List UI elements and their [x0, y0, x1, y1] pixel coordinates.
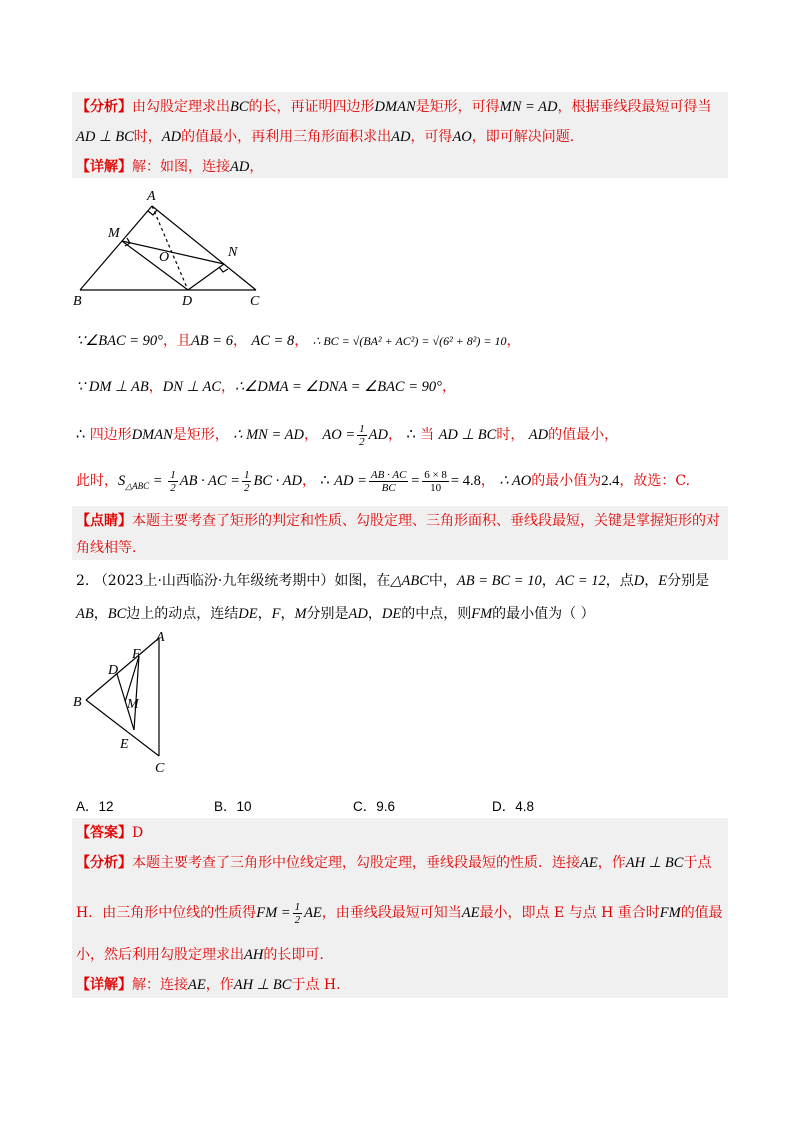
analysis2-line1: 【分析】本题主要考查了三角形中位线定理，勾股定理，垂线段最短的性质．连接AE，作AH ⊥ BC于点	[76, 855, 712, 871]
comment1-line2: 角线相等.	[76, 540, 137, 556]
answer2-line: 【答案】D	[76, 825, 144, 841]
label-b: B	[73, 294, 82, 306]
label-b: B	[73, 695, 82, 710]
fraction-half: $\frac{1}{2}$	[170, 468, 176, 494]
option-c[interactable]: C．9.6	[353, 799, 396, 814]
analysis1-line2: AD ⊥ BC时，AD的值最小，再利用三角形面积求出AD，可得AO，即可解决问题.	[76, 129, 575, 145]
step1-line: ∵∠BAC = 90°，且AB = 6， AC = 8， ∴ BC = √(BA² + AC²) = √(6² + 8²) = 10，	[76, 333, 521, 349]
label-d: D	[182, 294, 193, 306]
label-o: O	[159, 250, 170, 265]
label-n: N	[228, 245, 238, 260]
fraction-ad: $\frac{AB \cdot AC}{BC}$	[370, 468, 407, 494]
problem2-line1: 2. （2023上·山西临汾·九年级统考期中）如图，在△ABC中，AB = BC = 10，AC = 12，点D，E分别是	[76, 573, 710, 589]
analysis2-line3: 小，然后利用勾股定理求出AH的长即可.	[76, 947, 324, 963]
detail1-line: 【详解】解：如图，连接AD，	[76, 159, 264, 175]
option-d[interactable]: D．4.8	[492, 799, 535, 814]
label-m: M	[108, 226, 120, 241]
comment1-line1: 【点睛】本题主要考查了矩形的判定和性质、勾股定理、三角形面积、垂线段最短，关键是掌握矩形的对	[76, 513, 720, 529]
step4-line: 此时，$S_{\triangle ABC}$ = $\frac{1}{2}$ AB · AC = $\frac{1}{2}$ BC · AD， ∴ AD = $\frac{AB \cdot AC}{BC}$ = $\frac{6 \times 8}{10}$ = 4.8， ∴ AO的最小值为2.4，故选：C.	[76, 468, 691, 494]
detail-tag: 【详解】	[76, 159, 132, 175]
label-d: D	[108, 663, 119, 678]
detail-tag: 【详解】	[76, 977, 132, 993]
analysis1-line1: 【分析】由勾股定理求出BC的长，再证明四边形DMAN是矩形，可得MN = AD，根据垂线段最短可得当	[76, 99, 712, 115]
analysis2-line2: H．由三角形中位线的性质得FM = $\frac{1}{2}$ AE，由垂线段最短可知当AE最小，即点 E 与点 H 重合时FM的值最	[76, 900, 723, 926]
detail2-line: 【详解】解：连接AE，作AH ⊥ BC于点 H.	[76, 977, 341, 993]
analysis-tag: 【分析】	[76, 855, 132, 871]
fraction-48: $\frac{6 \times 8}{10}$	[424, 468, 447, 494]
label-a: A	[156, 630, 165, 645]
label-e: E	[120, 737, 129, 752]
step2-line: ∵ DM ⊥ AB，DN ⊥ AC，∴∠DMA = ∠DNA = ∠BAC = 90°，	[76, 379, 456, 395]
problem2-line2: AB，BC边上的动点，连结DE，F，M分别是AD，DE的中点，则FM的最小值为（ ）	[76, 606, 595, 622]
segment-ae	[134, 656, 139, 730]
fraction-half: $\frac{1}{2}$	[243, 468, 250, 494]
option-a[interactable]: A．12	[76, 799, 114, 814]
analysis-tag: 【分析】	[76, 99, 132, 115]
fraction-half: $\frac{1}{2}$	[359, 422, 365, 448]
option-b[interactable]: B．10	[214, 799, 252, 814]
label-m: M	[127, 697, 139, 712]
label-c: C	[250, 294, 260, 306]
answer-tag: 【答案】	[76, 825, 132, 841]
comment-tag: 【点睛】	[76, 513, 132, 529]
label-c: C	[155, 761, 165, 776]
step3-line: ∴ 四边形DMAN是矩形， ∴ MN = AD， AO = $\frac{1}{2}$ AD， ∴ 当 AD ⊥ BC时， AD的值最小，	[76, 422, 619, 448]
label-a: A	[147, 189, 156, 204]
figure1-right-triangle	[72, 184, 264, 306]
figure2-triangle	[70, 628, 180, 778]
fraction-half: $\frac{1}{2}$	[294, 900, 301, 926]
label-f: F	[132, 647, 141, 662]
